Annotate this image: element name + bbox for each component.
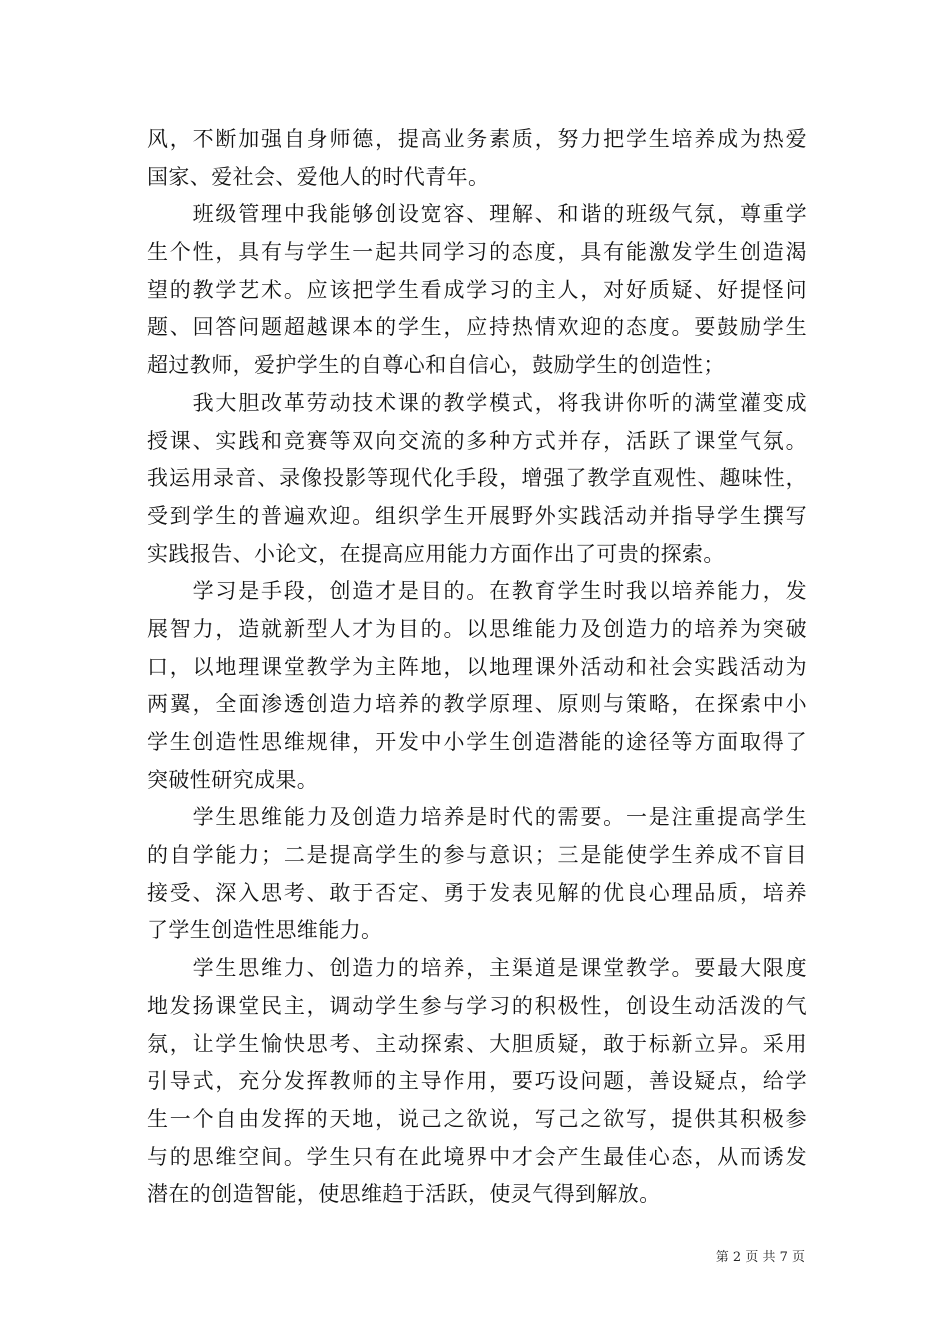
text-line: 接受、深入思考、敢于否定、勇于发表见解的优良心理品质，培养 (147, 880, 807, 905)
text-line: 受到学生的普遍欢迎。组织学生开展野外实践活动并指导学生撰写 (147, 503, 807, 528)
text-line: 授课、实践和竞赛等双向交流的多种方式并存，活跃了课堂气氛。 (147, 428, 807, 453)
text-line: 班级管理中我能够创设宽容、理解、和谐的班级气氛，尊重学 (147, 202, 807, 227)
text-line: 氛，让学生愉快思考、主动探索、大胆质疑，敢于标新立异。采用 (147, 1031, 807, 1056)
text-line: 我运用录音、录像投影等现代化手段，增强了教学直观性、趣味性， (147, 466, 807, 491)
text-line: 学生创造性思维规律，开发中小学生创造潜能的途径等方面取得了 (147, 730, 807, 754)
text-line: 两翼，全面渗透创造力培养的教学原理、原则与策略，在探索中小 (147, 692, 807, 717)
text-line: 与的思维空间。学生只有在此境界中才会产生最佳心态，从而诱发 (147, 1144, 807, 1169)
text-line: 生个性，具有与学生一起共同学习的态度，具有能激发学生创造渴 (147, 240, 807, 265)
page-number: 第 2 页 共 7 页 (715, 1250, 805, 1265)
text-line: 超过教师，爱护学生的自尊心和自信心，鼓励学生的创造性； (147, 353, 725, 378)
text-line: 题、回答问题超越课本的学生，应持热情欢迎的态度。要鼓励学生 (147, 315, 807, 340)
text-line: 地发扬课堂民主，调动学生参与学习的积极性，创设生动活泼的气 (147, 993, 807, 1018)
text-line: 望的教学艺术。应该把学生看成学习的主人，对好质疑、好提怪问 (147, 277, 807, 302)
text-line: 的自学能力；二是提高学生的参与意识；三是能使学生养成不盲目 (147, 843, 807, 868)
text-line: 实践报告、小论文，在提高应用能力方面作出了可贵的探索。 (147, 541, 725, 566)
text-line: 风，不断加强自身师德，提高业务素质，努力把学生培养成为热爱 (147, 127, 807, 151)
text-line: 口，以地理课堂教学为主阵地，以地理课外活动和社会实践活动为 (147, 654, 807, 679)
text-line: 学习是手段，创造才是目的。在教育学生时我以培养能力，发 (147, 579, 807, 604)
document-body (147, 121, 807, 1214)
text-line: 国家、爱社会、爱他人的时代青年。 (147, 164, 490, 189)
text-line: 我大胆改革劳动技术课的教学模式，将我讲你听的满堂灌变成 (147, 390, 807, 415)
text-line: 展智力，造就新型人才为目的。以思维能力及创造力的培养为突破 (147, 616, 807, 641)
text-line: 学生思维力、创造力的培养，主渠道是课堂教学。要最大限度 (147, 956, 807, 981)
text-line: 潜在的创造智能，使思维趋于活跃，使灵气得到解放。 (147, 1182, 661, 1207)
text-line: 引导式，充分发挥教师的主导作用，要巧设问题，善设疑点，给学 (147, 1069, 807, 1094)
text-line: 了学生创造性思维能力。 (147, 918, 383, 943)
text-line: 突破性研究成果。 (147, 767, 319, 792)
text-line: 学生思维能力及创造力培养是时代的需要。一是注重提高学生 (147, 805, 807, 830)
text-line: 生一个自由发挥的天地，说己之欲说，写己之欲写，提供其积极参 (147, 1106, 807, 1131)
